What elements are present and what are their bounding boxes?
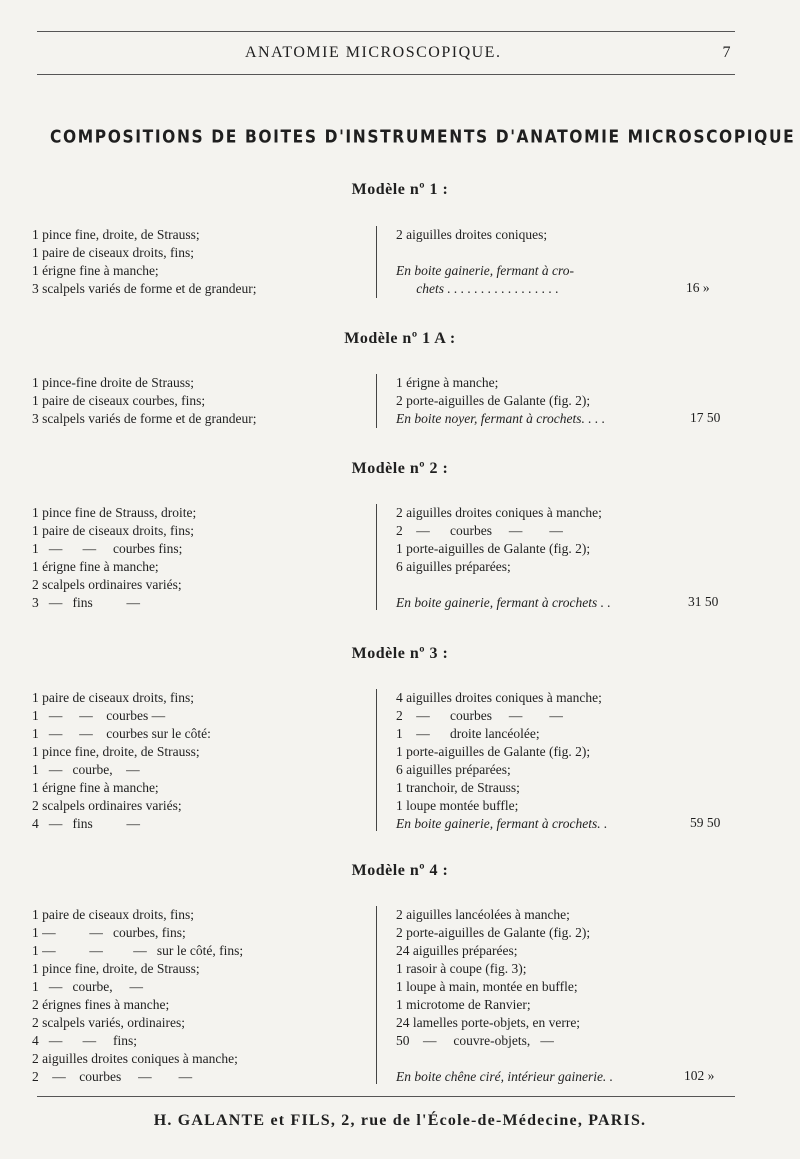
list-item: 2 — courbes — — (396, 708, 563, 723)
list-item: 50 — couvre-objets, — (396, 1033, 554, 1048)
price: 31 50 (688, 594, 719, 609)
model-title: Modèle nº 1 A : (344, 330, 456, 347)
list-item: 1 — courbe, — (32, 979, 143, 994)
list-item: 3 — fins — (32, 595, 140, 610)
model-left-list (32, 504, 196, 612)
model-right-list (396, 374, 605, 428)
publisher-footer: H. GALANTE et FILS, 2, rue de l'École-de-Médecine, PARIS. (153, 1112, 647, 1129)
list-item: 4 aiguilles droites coniques à manche; (396, 690, 602, 705)
model-right-list (396, 906, 613, 1086)
list-item: 2 porte-aiguilles de Galante (fig. 2); (396, 393, 591, 408)
list-item (396, 244, 574, 262)
list-item: 2 aiguilles lancéolées à manche; (396, 907, 570, 922)
list-item: 1 loupe à main, montée en buffle; (396, 979, 578, 994)
list-item: 1 érigne fine à manche; (32, 780, 159, 795)
list-item: 1 pince fine, droite, de Strauss; (32, 961, 200, 976)
list-item: 1 porte-aiguilles de Galante (fig. 2); (396, 541, 591, 556)
list-item: 3 scalpels variés de forme et de grandeur; (32, 411, 257, 426)
list-item: 24 lamelles porte-objets, en verre; (396, 1015, 581, 1030)
list-item: 1 pince fine, droite, de Strauss; (32, 227, 200, 242)
list-item: 1 pince-fine droite de Strauss; (32, 375, 194, 390)
model-left-list (32, 689, 211, 833)
list-item: chets . . . . . . . . . . . . . . . . . (396, 281, 559, 296)
model-left-list (32, 226, 257, 298)
list-item: 4 — — fins; (32, 1033, 138, 1048)
page-number: 7 (722, 44, 732, 61)
price: 16 » (686, 280, 710, 295)
list-item: 2 aiguilles droites coniques à manche; (396, 505, 602, 520)
list-item: 2 — courbes — — (396, 523, 563, 538)
list-item: 2 scalpels ordinaires variés; (32, 577, 182, 592)
price: 102 » (684, 1068, 715, 1083)
list-item: 1 — — courbes, fins; (32, 925, 186, 940)
list-item: En boite gainerie, fermant à cro- (396, 263, 574, 278)
list-item (396, 1050, 613, 1068)
list-item: 2 aiguilles droites coniques; (396, 227, 548, 242)
list-item: 1 — courbe, — (32, 762, 140, 777)
list-item: 1 — — — sur le côté, fins; (32, 943, 244, 958)
list-item: 1 paire de ciseaux droits, fins; (32, 523, 194, 538)
list-item: 6 aiguilles préparées; (396, 559, 511, 574)
list-item: 2 scalpels ordinaires variés; (32, 798, 182, 813)
top-rule (37, 31, 735, 32)
list-item: 2 scalpels variés, ordinaires; (32, 1015, 185, 1030)
list-item: En boite noyer, fermant à crochets. . . . (396, 411, 606, 426)
list-item: 2 aiguilles droites coniques à manche; (32, 1051, 238, 1066)
column-divider (376, 374, 377, 428)
list-item: 1 pince fine, droite, de Strauss; (32, 744, 200, 759)
list-item: En boite chêne ciré, intérieur gainerie. . (396, 1069, 614, 1084)
model-title: Modèle nº 3 : (351, 645, 449, 662)
list-item: 1 érigne fine à manche; (32, 559, 159, 574)
column-divider (376, 504, 377, 610)
list-item: 1 paire de ciseaux droits, fins; (32, 690, 194, 705)
page-title: COMPOSITIONS DE BOITES D'INSTRUMENTS D'ANATOMIE MICROSCOPIQUE (50, 127, 796, 148)
list-item: 24 aiguilles préparées; (396, 943, 518, 958)
list-item: 2 érignes fines à manche; (32, 997, 170, 1012)
model-title: Modèle nº 4 : (351, 862, 449, 879)
header-rule (37, 74, 735, 75)
list-item: 1 loupe montée buffle; (396, 798, 519, 813)
list-item: 4 — fins — (32, 816, 140, 831)
list-item: En boite gainerie, fermant à crochets. . (396, 816, 608, 831)
running-title: ANATOMIE MICROSCOPIQUE. (245, 44, 502, 61)
list-item: 1 tranchoir, de Strauss; (396, 780, 520, 795)
list-item: 1 érigne à manche; (396, 375, 499, 390)
model-right-list (396, 226, 574, 298)
list-item: 1 paire de ciseaux droits, fins; (32, 907, 194, 922)
list-item: 2 porte-aiguilles de Galante (fig. 2); (396, 925, 591, 940)
list-item: 1 — — courbes — (32, 708, 166, 723)
list-item: 2 — courbes — — (32, 1069, 193, 1084)
model-right-list (396, 689, 607, 833)
model-title: Modèle nº 1 : (351, 181, 449, 198)
model-left-list (32, 906, 243, 1086)
list-item: 1 paire de ciseaux droits, fins; (32, 245, 194, 260)
column-divider (376, 906, 377, 1084)
list-item: 1 microtome de Ranvier; (396, 997, 531, 1012)
column-divider (376, 226, 377, 298)
model-title: Modèle nº 2 : (351, 460, 449, 477)
list-item: 1 — — courbes sur le côté: (32, 726, 211, 741)
footer-rule (37, 1096, 735, 1097)
model-left-list (32, 374, 257, 428)
price: 59 50 (690, 815, 721, 830)
list-item: 1 érigne fine à manche; (32, 263, 159, 278)
list-item: 1 porte-aiguilles de Galante (fig. 2); (396, 744, 591, 759)
model-right-list (396, 504, 611, 612)
price: 17 50 (690, 410, 721, 425)
list-item: 1 rasoir à coupe (fig. 3); (396, 961, 527, 976)
list-item (396, 576, 611, 594)
list-item: 1 — — courbes fins; (32, 541, 183, 556)
list-item: 1 — droite lancéolée; (396, 726, 540, 741)
list-item: 3 scalpels variés de forme et de grandeur; (32, 281, 257, 296)
list-item: En boite gainerie, fermant à crochets . . (396, 595, 611, 610)
list-item: 1 pince fine de Strauss, droite; (32, 505, 197, 520)
list-item: 1 paire de ciseaux courbes, fins; (32, 393, 206, 408)
list-item: 6 aiguilles préparées; (396, 762, 511, 777)
column-divider (376, 689, 377, 831)
